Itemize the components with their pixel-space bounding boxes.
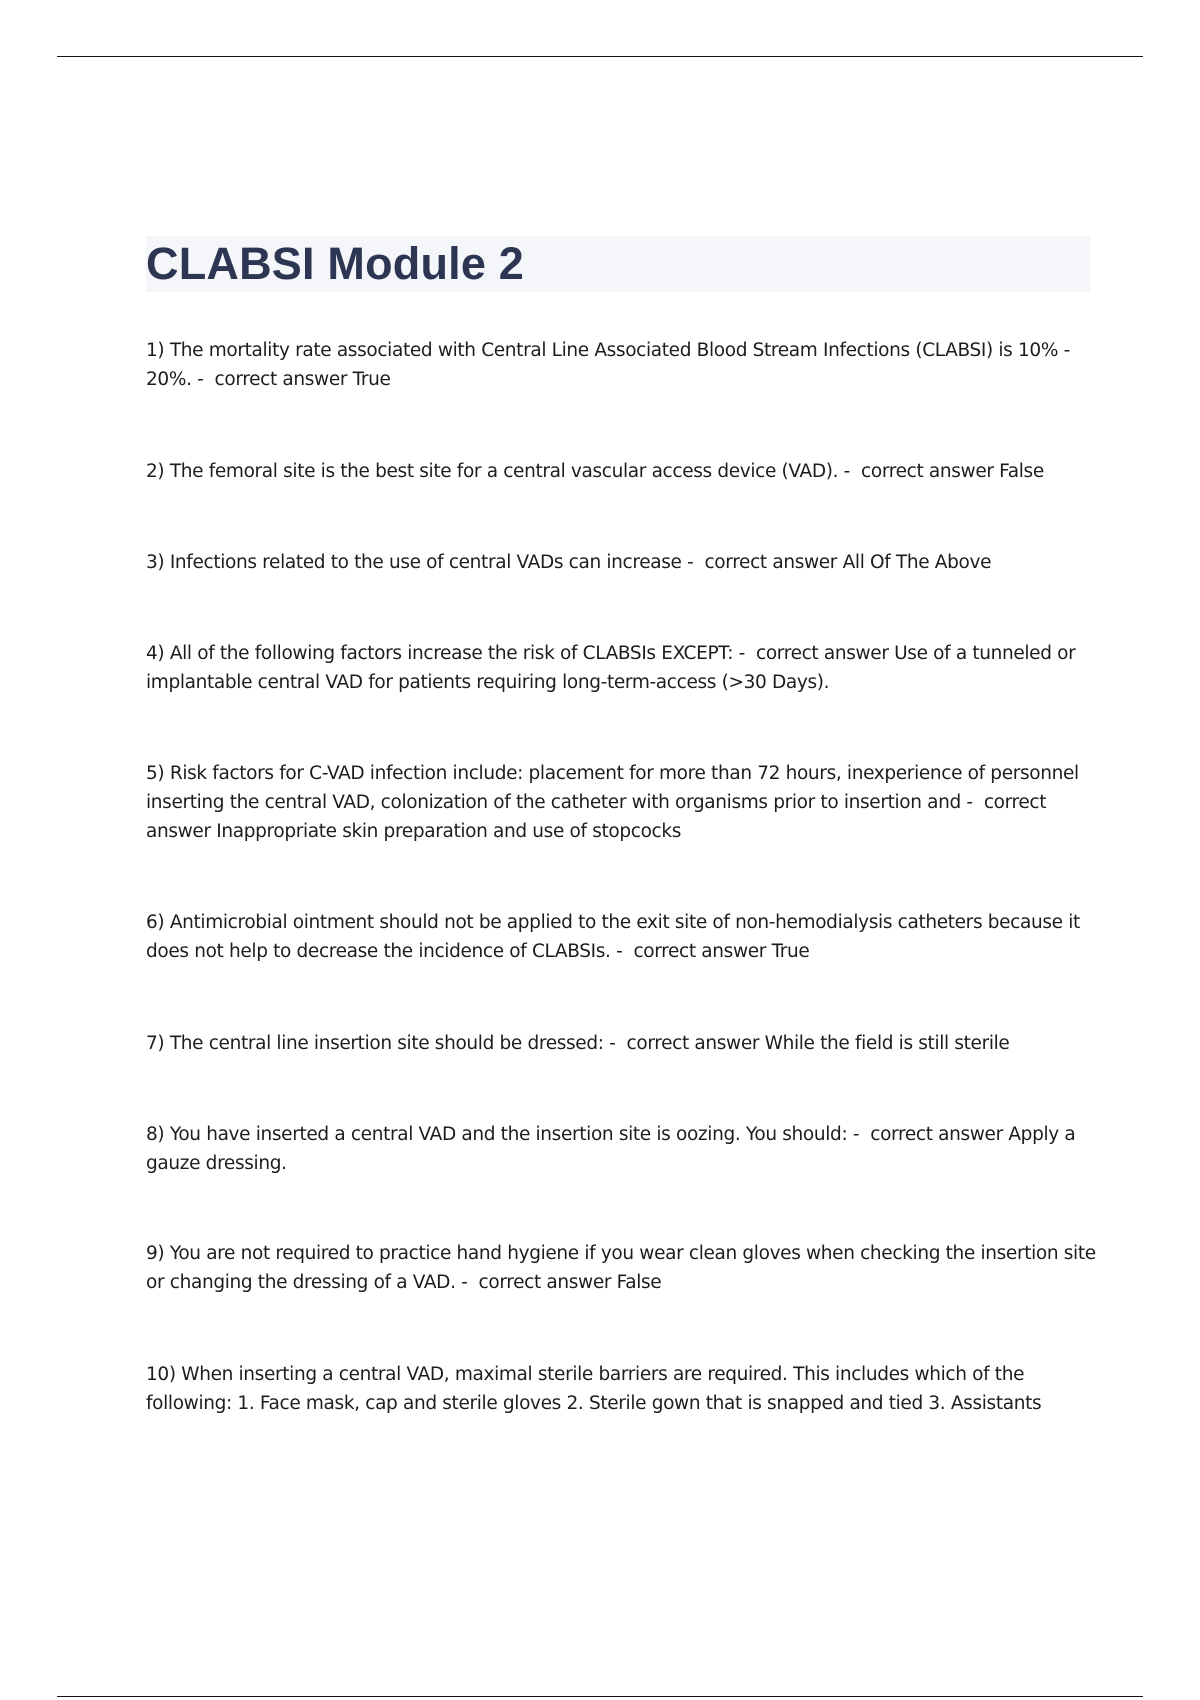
question-text: The central line insertion site should be dressed: - — [169, 1033, 616, 1054]
answer-text: Apply a gauze dressing. — [146, 1124, 1076, 1174]
answer-prefix: correct answer — [146, 792, 1047, 842]
question-text: Risk factors for C-VAD infection include: placement for more than 72 hours, inexperience of personnel inserting the central VAD, colonization of the catheter with organisms prior to insertion and - — [146, 763, 1079, 813]
header-rule — [57, 56, 1143, 57]
question-number: 8) — [146, 1124, 165, 1145]
answer-text: False — [999, 461, 1044, 482]
question-item — [146, 1029, 1096, 1058]
question-text: Antimicrobial ointment should not be applied to the exit site of non-hemodialysis catheters because it does not help to decrease the incidence of CLABSIs. - — [146, 912, 1080, 962]
question-item — [146, 908, 1096, 966]
question-number: 2) — [146, 461, 165, 482]
question-text: The femoral site is the best site for a central vascular access device (VAD). - — [169, 461, 850, 482]
question-number: 1) — [146, 340, 165, 361]
answer-prefix: correct answer — [870, 1124, 1003, 1145]
answer-text: While the field is still sterile — [764, 1033, 1010, 1054]
question-item — [146, 759, 1096, 846]
answer-text: True — [771, 941, 810, 962]
answer-prefix: correct answer — [478, 1272, 612, 1293]
question-number: 9) — [146, 1243, 165, 1264]
question-item — [146, 1360, 1096, 1418]
question-number: 7) — [146, 1033, 165, 1054]
question-text: You have inserted a central VAD and the insertion site is oozing. You should: - — [169, 1124, 860, 1145]
answer-text: True — [352, 369, 391, 390]
question-number: 5) — [146, 763, 165, 784]
question-text: Infections related to the use of central VADs can increase - — [169, 552, 694, 573]
question-item — [146, 1120, 1096, 1178]
question-text: The mortality rate associated with Central Line Associated Blood Stream Infections (CLABSI) is 10% - 20%. - — [146, 340, 1070, 390]
answer-text: Inappropriate skin preparation and use of stopcocks — [216, 821, 682, 842]
question-item — [146, 457, 1096, 486]
answer-prefix: correct answer — [633, 941, 767, 962]
question-text: All of the following factors increase the risk of CLABSIs EXCEPT: - — [169, 643, 745, 664]
answer-prefix: correct answer — [861, 461, 994, 482]
question-number: 10) — [146, 1364, 176, 1385]
answer-prefix: correct answer — [214, 369, 348, 390]
question-item — [146, 1239, 1096, 1297]
page-title: CLABSI Module 2 — [146, 238, 525, 289]
answer-text: Use of a tunneled or implantable central VAD for patients requiring long-term-access (>30 Days). — [146, 643, 1076, 693]
question-item — [146, 336, 1096, 394]
answer-prefix: correct answer — [756, 643, 889, 664]
question-number: 6) — [146, 912, 165, 933]
question-text: You are not required to practice hand hygiene if you wear clean gloves when checking the insertion site or changing the dressing of a VAD. - — [146, 1243, 1096, 1293]
question-text: When inserting a central VAD, maximal sterile barriers are required. This includes which of the following: 1. Face mask, cap and sterile gloves 2. Sterile gown that is snapped and tied 3. Assistants — [146, 1364, 1042, 1414]
question-item — [146, 548, 1096, 577]
question-item — [146, 639, 1096, 697]
answer-prefix: correct answer — [626, 1033, 760, 1054]
question-number: 3) — [146, 552, 165, 573]
answer-prefix: correct answer — [704, 552, 838, 573]
footer-rule — [57, 1696, 1143, 1697]
answer-text: All Of The Above — [842, 552, 992, 573]
answer-text: False — [616, 1272, 662, 1293]
question-number: 4) — [146, 643, 165, 664]
